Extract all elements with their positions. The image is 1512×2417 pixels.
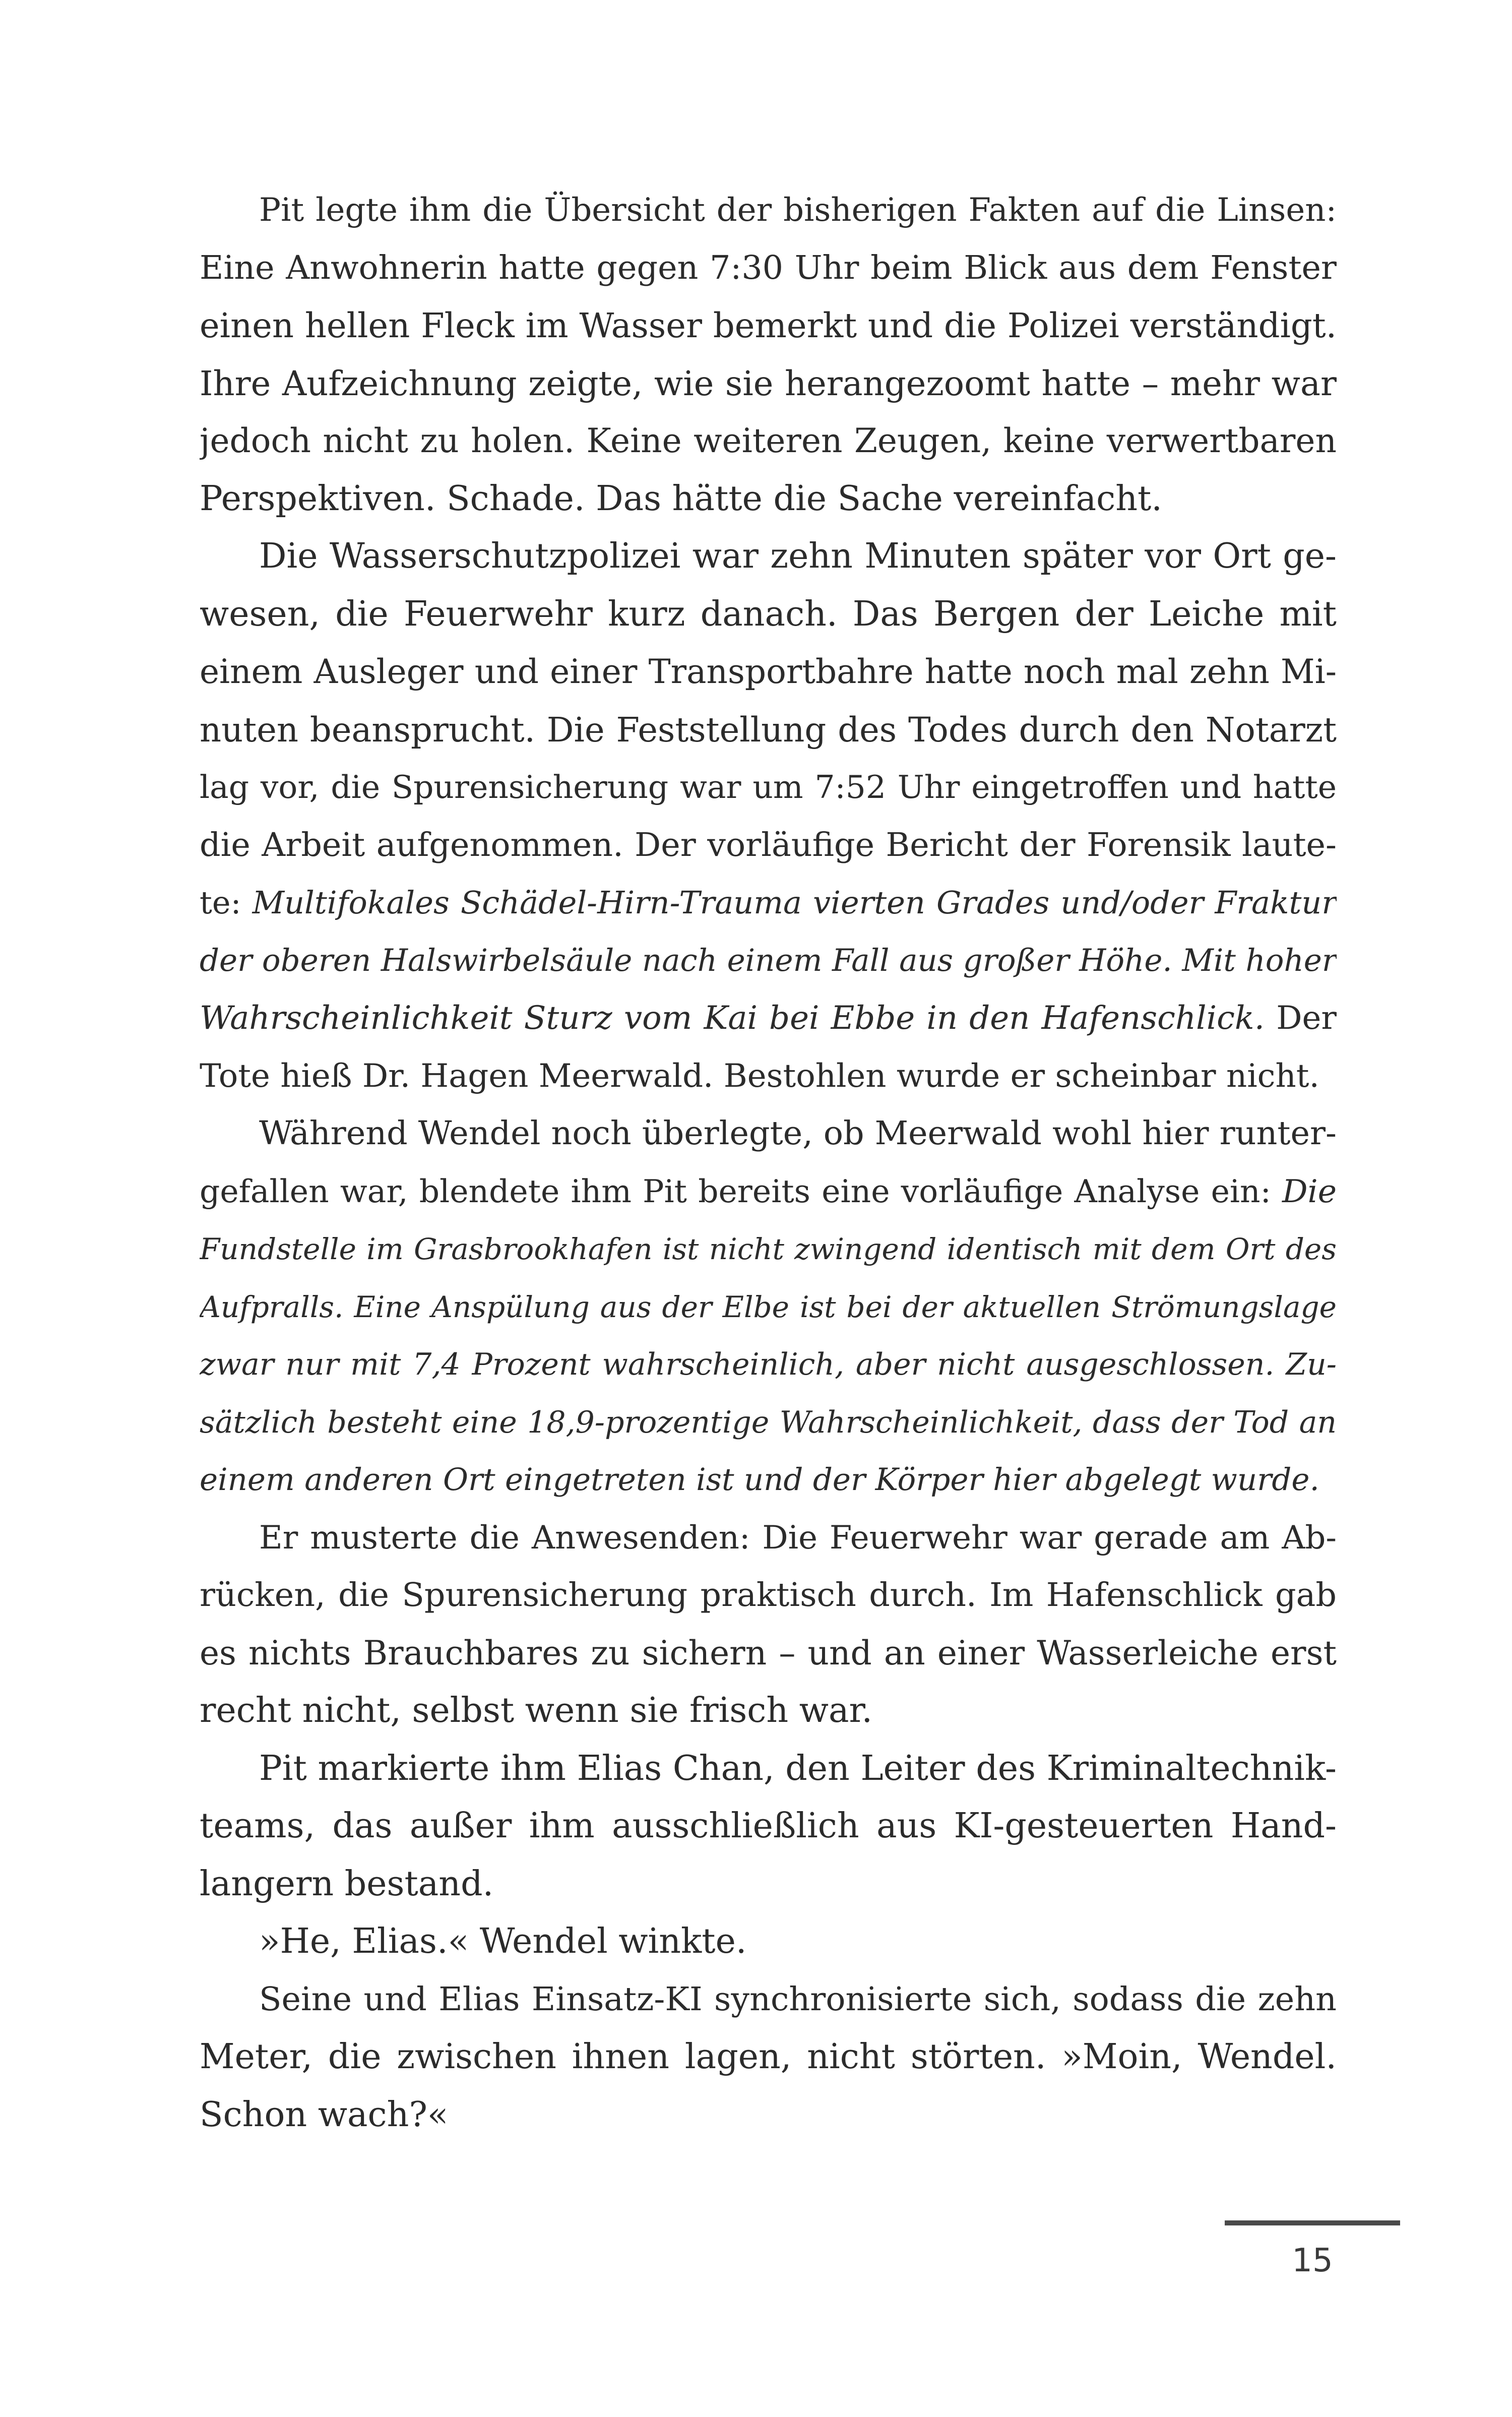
text-line: Ihre Aufzeichnung zeigte, wie sie herangezoomt hatte – mehr war: [200, 363, 1337, 403]
text-line: Pit markierte ihm Elias Chan, den Leiter des Kriminaltechnik-: [259, 1748, 1337, 1788]
text-line: lag vor, die Spurensicherung war um 7:52 Uhr eingetroffen und hatte: [200, 769, 1337, 805]
text-line: recht nicht, selbst wenn sie frisch war.: [200, 1691, 873, 1730]
text-line: [200, 1163, 1337, 1221]
text-line: jedoch nicht zu holen. Keine weiteren Zeugen, keine verwertbaren: [200, 421, 1337, 460]
text-line: Meter, die zwischen ihnen lagen, nicht störten. »Moin, Wendel.: [200, 2037, 1337, 2077]
text-line: der oberen Halswirbelsäule nach einem Fall aus großer Höhe. Mit hoher: [200, 942, 1337, 978]
text-line: einem Ausleger und einer Transportbahre hatte noch mal zehn Mi-: [200, 652, 1337, 691]
analysis-text: Die: [1282, 1172, 1337, 1210]
forensic-report-text: Multifokales Schädel-Hirn-Trauma vierten Grades und/oder Fraktur: [252, 884, 1337, 921]
text-line: einen hellen Fleck im Wasser bemerkt und die Polizei verständigt.: [200, 306, 1337, 345]
footer-rule: [1225, 2220, 1400, 2225]
text-line: zwar nur mit 7,4 Prozent wahrscheinlich, aber nicht ausgeschlossen. Zu-: [200, 1347, 1337, 1382]
text-line: Eine Anwohnerin hatte gegen 7:30 Uhr beim Blick aus dem Fenster: [200, 249, 1337, 287]
text-line: sätzlich besteht eine 18,9-prozentige Wahrscheinlichkeit, dass der Tod an: [200, 1404, 1337, 1440]
text-segment: gefallen war, blendete ihm Pit bereits eine vorläufige Analyse ein:: [200, 1172, 1283, 1210]
forensic-report-text: Wahrscheinlichkeit Sturz vom Kai bei Ebbe in den Hafenschlick.: [200, 1000, 1265, 1037]
text-line: Seine und Elias Einsatz-KI synchronisierte sich, sodass die zehn: [259, 1980, 1337, 2018]
text-line: Aufpralls. Eine Anspülung aus der Elbe ist bei der aktuellen Strömungslage: [200, 1289, 1337, 1324]
text-line: rücken, die Spurensicherung praktisch durch. Im Hafenschlick gab: [200, 1576, 1337, 1614]
body-text: [200, 181, 1337, 2144]
text-line: [200, 989, 1337, 1047]
text-line: langern bestand.: [200, 1864, 494, 1904]
text-line: es nichts Brauchbares zu sichern – und an einer Wasserleiche erst: [200, 1633, 1337, 1672]
text-line: Er musterte die Anwesenden: Die Feuerwehr war gerade am Ab-: [259, 1519, 1337, 1557]
text-segment: te:: [200, 884, 253, 921]
text-line: Fundstelle im Grasbrookhafen ist nicht zwingend identisch mit dem Ort des: [200, 1232, 1337, 1266]
text-segment: Der: [1265, 1000, 1337, 1037]
text-line: Während Wendel noch überlegte, ob Meerwald wohl hier runter-: [259, 1114, 1337, 1152]
text-line: einem anderen Ort eingetreten ist und der Körper hier abgelegt wurde.: [200, 1462, 1319, 1498]
text-line: Tote hieß Dr. Hagen Meerwald. Bestohlen wurde er scheinbar nicht.: [200, 1057, 1319, 1095]
page-number: 15: [1292, 2242, 1333, 2279]
text-line: Pit legte ihm die Übersicht der bisherigen Fakten auf die Linsen:: [259, 192, 1337, 229]
text-line: Perspektiven. Schade. Das hätte die Sache vereinfacht.: [200, 478, 1162, 519]
text-line: wesen, die Feuerwehr kurz danach. Das Bergen der Leiche mit: [200, 594, 1337, 634]
text-line: Schon wach?«: [200, 2094, 449, 2135]
text-line: teams, das außer ihm ausschließlich aus KI-gesteuerten Hand-: [200, 1806, 1337, 1846]
text-line: Die Wasserschutzpolizei war zehn Minuten später vor Ort ge-: [259, 536, 1337, 576]
text-line: [200, 874, 1337, 932]
text-line: die Arbeit aufgenommen. Der vorläufige Bericht der Forensik laute-: [200, 826, 1337, 864]
text-line: »He, Elias.« Wendel winkte.: [259, 1922, 747, 1961]
text-line: nuten beansprucht. Die Feststellung des Todes durch den Notarzt: [200, 710, 1337, 750]
